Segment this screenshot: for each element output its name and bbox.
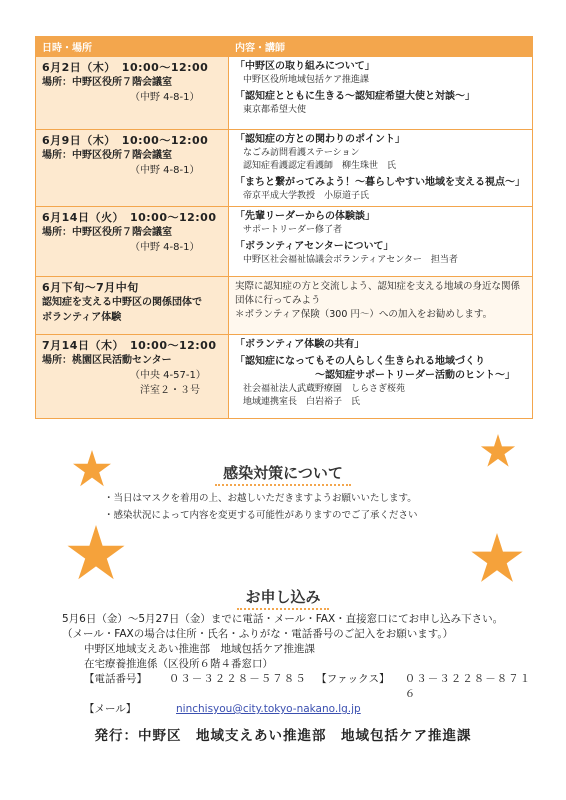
session-address: （中央 4-57-1） bbox=[130, 370, 206, 381]
session-date: 6月14日（火） 10:00～12:00 bbox=[42, 211, 217, 224]
session-topic: 「認知症になってもその人らしく生きられる地域づくり bbox=[235, 356, 485, 367]
session-address: （中野 4-8-1） bbox=[130, 92, 200, 103]
session-room: 洋室２・３号 bbox=[140, 385, 200, 396]
department-name: 中野区地域支えあい推進部 地域包括ケア推進課 bbox=[84, 643, 315, 655]
session-place: 認知症を支える中野区の関係団体で bbox=[42, 297, 202, 308]
department-desk: 在宅療養推進係（区役所６階４番窓口） bbox=[84, 658, 273, 670]
application-note: （メール・FAXの場合は住所・氏名・ふりがな・電話番号のご記入をお願います。） bbox=[62, 628, 454, 640]
session-topic: 「ボランティアセンターについて」 bbox=[235, 241, 394, 252]
session-topic: 「中野区の取り組みについて」 bbox=[235, 61, 375, 72]
list-item: ・感染状況によって内容を変更する可能性がありますのでご了承ください bbox=[104, 510, 418, 521]
fax-label: 【ファックス】 bbox=[316, 673, 390, 685]
session-description: 実際に認知症の方と交流しよう、認知症を支える地域の身近な関係 bbox=[235, 281, 521, 292]
header-content-lecturer: 内容・講師 bbox=[229, 37, 533, 57]
list-item: ・当日はマスクを着用の上、お越しいただきますようお願いいたします。 bbox=[104, 493, 417, 504]
star-icon bbox=[471, 533, 522, 582]
session-topic: 「認知症とともに生きる～認知症希望大使と対談～」 bbox=[235, 91, 475, 102]
phone-label: 【電話番号】 bbox=[84, 673, 147, 685]
mail-label: 【メール】 bbox=[84, 703, 137, 715]
mail-row bbox=[62, 702, 532, 717]
session-lecturer: 帝京平成大学教授 小原道子氏 bbox=[243, 191, 370, 201]
session-topic: 「まちと繋がってみよう！～暮らしやすい地域を支える視点～」 bbox=[235, 177, 525, 188]
session-date: 6月2日（木） 10:00～12:00 bbox=[42, 61, 209, 74]
application-period: 5月6日（金）～5月27日（金）までに電話・メール・FAX・直接窓口にてお申し込み下さい。 bbox=[62, 613, 504, 625]
session-topic: 「認知症の方との関わりのポイント」 bbox=[235, 134, 405, 145]
session-date: 6月9日（木） 10:00～12:00 bbox=[42, 134, 209, 147]
session-place: 場所：桃園区民活動センター bbox=[42, 355, 172, 366]
session-lecturer: 地域連携室長 白岩裕子 氏 bbox=[243, 397, 361, 407]
session-place: ボランティア体験 bbox=[42, 312, 122, 323]
session-lecturer: 中野区役所地域包括ケア推進課 bbox=[243, 75, 370, 85]
application-details bbox=[62, 612, 532, 717]
header-datetime-place: 日時・場所 bbox=[36, 37, 229, 57]
publisher-footer: 発行：中野区 地域支えあい推進部 地域包括ケア推進課 bbox=[94, 728, 472, 744]
session-topic: 「先輩リーダーからの体験談」 bbox=[235, 211, 375, 222]
session-date: 7月14日（木） 10:00～12:00 bbox=[42, 339, 217, 352]
session-address: （中野 4-8-1） bbox=[130, 242, 200, 253]
session-lecturer: 中野区社会福祉協議会ボランティアセンター 担当者 bbox=[243, 255, 458, 265]
session-topic: 「ボランティア体験の共有」 bbox=[235, 339, 365, 350]
session-date: 6月下旬～7月中旬 bbox=[42, 281, 139, 294]
star-icon bbox=[68, 525, 125, 579]
session-address: （中野 4-8-1） bbox=[130, 165, 200, 176]
session-topic-subtitle: ～認知症サポートリーダー活動のヒント～」 bbox=[315, 370, 515, 381]
session-place: 場所：中野区役所７階会議室 bbox=[42, 77, 172, 88]
phone-fax-row bbox=[62, 672, 532, 702]
session-lecturer: サポートリーダー修了者 bbox=[243, 225, 343, 235]
application-title: お申し込み bbox=[237, 588, 328, 610]
fax-number: ０３－３２２８－８７１６ bbox=[404, 673, 532, 700]
session-description: 団体に行ってみよう bbox=[235, 295, 321, 306]
session-place: 場所：中野区役所７階会議室 bbox=[42, 150, 172, 161]
session-lecturer: 社会福祉法人武蔵野療園 しらさぎ桜苑 bbox=[243, 384, 406, 394]
infection-control-list bbox=[104, 490, 484, 524]
session-note: ＊ボランティア保険（300 円～）への加入をお勧めします。 bbox=[235, 309, 493, 320]
mail-link[interactable]: ninchisyou@city.tokyo-nakano.lg.jp bbox=[176, 703, 361, 715]
application-heading bbox=[0, 586, 566, 607]
session-place: 場所：中野区役所７階会議室 bbox=[42, 227, 172, 238]
phone-number: ０３－３２２８－５７８５ bbox=[168, 673, 307, 685]
infection-control-title: 感染対策について bbox=[215, 464, 351, 486]
session-lecturer: 認知症看護認定看護師 柳生珠世 氏 bbox=[243, 161, 397, 171]
session-lecturer: 東京都希望大使 bbox=[243, 105, 307, 115]
session-lecturer: なごみ訪問看護ステーション bbox=[243, 148, 360, 158]
infection-control-heading bbox=[0, 462, 566, 483]
